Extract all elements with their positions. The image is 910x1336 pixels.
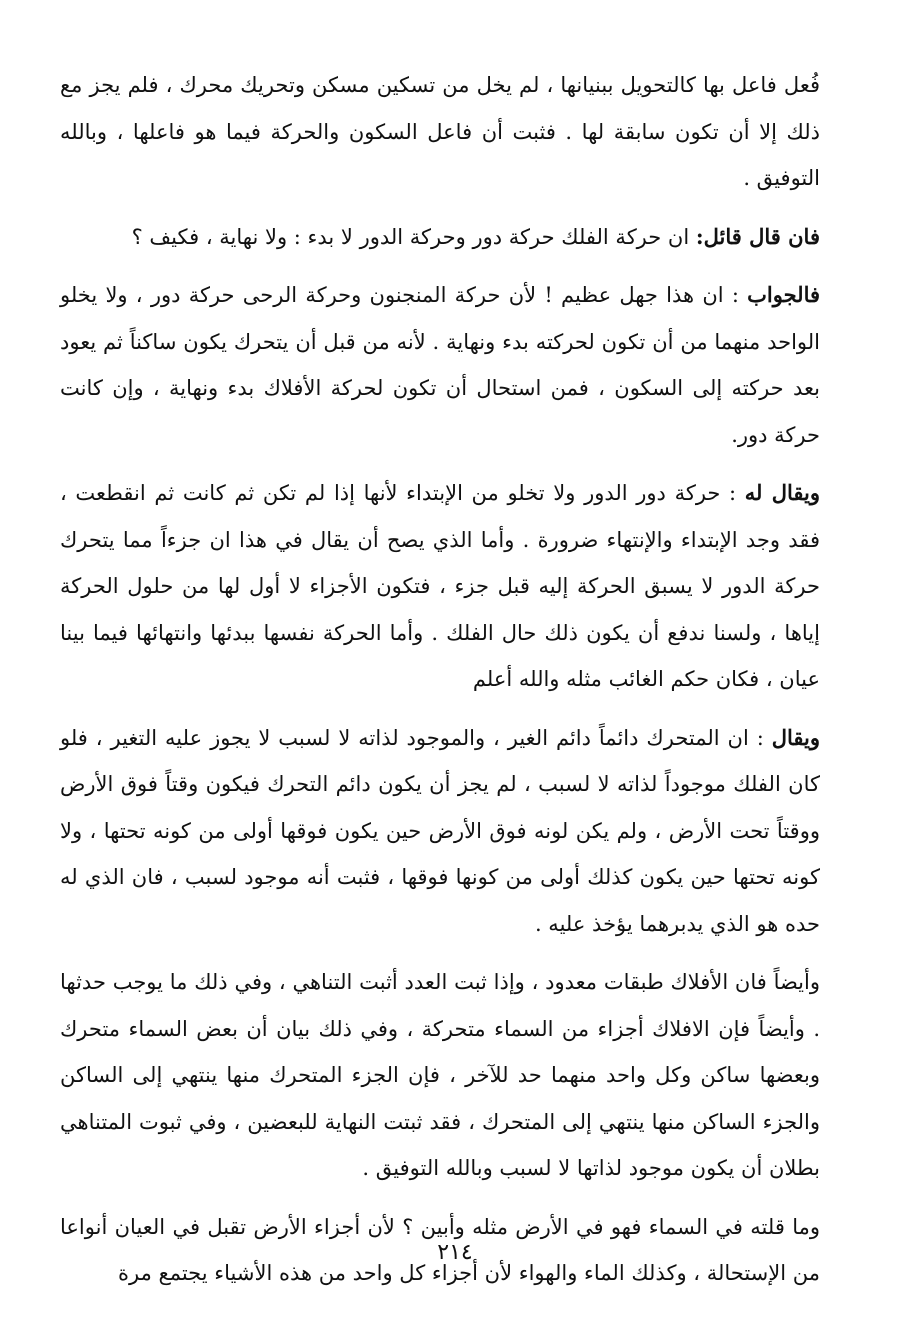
- paragraph-1: [60, 62, 820, 202]
- paragraph-text: فُعل فاعل بها كالتحويل ببنيانها ، لم يخل من تسكين مسكن وتحريك محرك ، فلم يجز مع ذلك إلا أن تكون سابقة لها . فثبت أن فاعل السكون والحركة فيما هو فاعلها ، وبالله التوفيق .: [60, 73, 820, 190]
- main-text: [60, 62, 820, 1309]
- paragraph-text: ان حركة الفلك حركة دور وحركة الدور لا بدء : ولا نهاية ، فكيف ؟: [131, 224, 696, 249]
- paragraph-text: : حركة دور الدور ولا تخلو من الإبتداء لأنها إذا لم تكن ثم كانت ثم انقطعت ، فقد وجد الإبتداء والإنتهاء ضرورة . وأما الذي يصح أن يقال في هذا ان جزءاً مما يتحرك حركة الدور لا يسبق الحركة إليه قبل جزء ، فتكون الأجزاء لا أول لها من حلول الحركة إياها ، ولسنا ندفع أن يكون ذلك حال الفلك . وأما الحركة نفسها ببدئها وانتهائها فيما بينا عيان ، فكان حكم الغائب مثله والله أعلم: [60, 481, 820, 691]
- paragraph-lead: ويقال له: [744, 480, 820, 505]
- paragraph-2: [60, 214, 820, 261]
- paragraph-lead: ويقال: [771, 724, 820, 750]
- paragraph-lead: فالجواب: [747, 282, 820, 307]
- paragraph-4: [60, 470, 820, 703]
- paragraph-text: وأيضاً فان الأفلاك طبقات معدود ، وإذا ثبت العدد أثبت التناهي ، وفي ذلك ما يوجب حدثها . وأيضاً فإن الافلاك أجزاء من السماء متحركة ، وفي ذلك بيان أن بعض السماء متحرك وبعضها ساكن وكل واحد منهما حد للآخر ، فإن الجزء المتحرك منها ينتهي إلى الساكن والجزء الساكن منها ينتهي إلى المتحرك ، فقد ثبتت النهاية للبعضين ، وفي ثبوت المتناهي بطلان أن يكون موجود لذاتها لا لسبب وبالله التوفيق .: [60, 970, 820, 1180]
- paragraph-text: : ان هذا جهل عظيم ! لأن حركة المنجنون وحركة الرحى حركة دور ، ولا يخلو الواحد منهما من أن تكون لحركته بدء ونهاية . لأنه من قبل أن يتحرك يكون ساكناً ثم يعود بعد حركته إلى السكون ، فمن استحال أن تكون لحركة الأفلاك بدء ونهاية ، وإن كانت حركة دور.: [60, 283, 820, 447]
- paragraph-text: وما قلته في السماء فهو في الأرض مثله وأبين ؟ لأن أجزاء الأرض تقبل في العيان أنواعا من الإستحالة ، وكذلك الماء والهواء لأن أجزاء كل واحد من هذه الأشياء يجتمع مرة: [60, 1214, 820, 1285]
- page-number: ٢١٤: [437, 1240, 473, 1265]
- paragraph-6: [60, 959, 820, 1192]
- paragraph-3: [60, 272, 820, 458]
- paragraph-lead: فان قال قائل:: [695, 223, 820, 249]
- paragraph-5: [60, 715, 820, 948]
- paragraph-text: : ان المتحرك دائماً دائم الغير ، والموجود لذاته لا لسبب لا يجوز عليه التغير ، فلو كان الفلك موجوداً لذاته لا لسبب ، لم يجز أن يكون دائم التحرك فيكون وقتاً فوق الأرض ووقتاً تحت الأرض ، ولم يكن لونه فوق الأرض حين يكون فوقها أولى من كونه تحتها ، ولا كونه تحتها حين يكون كذلك أولى من كونها فوقها ، فثبت أنه موجود لسبب ، فان الذي له حده هو الذي يدبرهما يؤخذ عليه .: [60, 725, 820, 936]
